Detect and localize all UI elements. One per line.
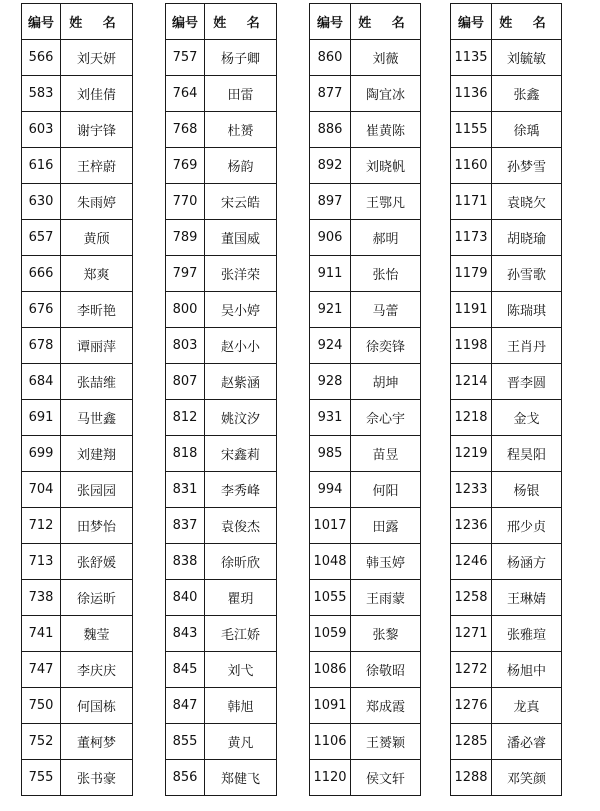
name-cell: 张舒媛 xyxy=(61,544,133,580)
name-cell: 杨旭中 xyxy=(492,652,562,688)
name-cell: 田雷 xyxy=(205,76,277,112)
name-cell: 李秀峰 xyxy=(205,472,277,508)
table-row xyxy=(22,472,133,508)
table-row xyxy=(166,112,277,148)
name-cell: 金戈 xyxy=(492,400,562,436)
name-cell: 张雅瑄 xyxy=(492,616,562,652)
table-row xyxy=(166,400,277,436)
table-row xyxy=(166,760,277,796)
table-row xyxy=(310,580,421,616)
name-cell: 刘天妍 xyxy=(61,40,133,76)
id-cell: 769 xyxy=(166,148,205,184)
name-cell: 李昕艳 xyxy=(61,292,133,328)
table-row xyxy=(310,328,421,364)
id-cell: 1091 xyxy=(310,688,351,724)
table-row xyxy=(166,364,277,400)
table-row xyxy=(451,724,562,760)
table-row xyxy=(166,436,277,472)
table-row xyxy=(22,688,133,724)
table-row xyxy=(22,616,133,652)
name-cell: 邢少贞 xyxy=(492,508,562,544)
id-cell: 1120 xyxy=(310,760,351,796)
table-row xyxy=(22,256,133,292)
table-row xyxy=(166,220,277,256)
name-cell: 崔黄陈 xyxy=(351,112,421,148)
name-cell: 徐奕锋 xyxy=(351,328,421,364)
id-cell: 1276 xyxy=(451,688,492,724)
name-cell: 黄凡 xyxy=(205,724,277,760)
column-header-id: 编号 xyxy=(310,4,351,40)
table-row xyxy=(22,760,133,796)
id-cell: 856 xyxy=(166,760,205,796)
name-cell: 郑成霞 xyxy=(351,688,421,724)
id-cell: 928 xyxy=(310,364,351,400)
table-row xyxy=(451,760,562,796)
id-cell: 1288 xyxy=(451,760,492,796)
table-row xyxy=(166,472,277,508)
name-cell: 郑爽 xyxy=(61,256,133,292)
table-row xyxy=(166,652,277,688)
id-cell: 837 xyxy=(166,508,205,544)
id-cell: 789 xyxy=(166,220,205,256)
name-cell: 李庆庆 xyxy=(61,652,133,688)
id-cell: 603 xyxy=(22,112,61,148)
id-cell: 1233 xyxy=(451,472,492,508)
name-cell: 姚汶汐 xyxy=(205,400,277,436)
id-cell: 676 xyxy=(22,292,61,328)
table-row xyxy=(310,652,421,688)
table-row xyxy=(166,508,277,544)
id-cell: 713 xyxy=(22,544,61,580)
column-header-id: 编号 xyxy=(166,4,205,40)
name-cell: 何国栋 xyxy=(61,688,133,724)
id-cell: 630 xyxy=(22,184,61,220)
id-cell: 855 xyxy=(166,724,205,760)
column-header-id: 编号 xyxy=(22,4,61,40)
name-cell: 刘晓帆 xyxy=(351,148,421,184)
name-cell: 赵紫涵 xyxy=(205,364,277,400)
name-cell: 何阳 xyxy=(351,472,421,508)
name-cell: 赵小小 xyxy=(205,328,277,364)
name-cell: 刘建翔 xyxy=(61,436,133,472)
table-row xyxy=(451,184,562,220)
table-row xyxy=(310,688,421,724)
name-cell: 张书豪 xyxy=(61,760,133,796)
name-cell: 王肖丹 xyxy=(492,328,562,364)
id-cell: 1086 xyxy=(310,652,351,688)
id-cell: 657 xyxy=(22,220,61,256)
name-cell: 潘必睿 xyxy=(492,724,562,760)
table-row xyxy=(451,580,562,616)
name-cell: 王琳婧 xyxy=(492,580,562,616)
id-cell: 831 xyxy=(166,472,205,508)
name-cell: 刘薇 xyxy=(351,40,421,76)
id-cell: 583 xyxy=(22,76,61,112)
id-cell: 807 xyxy=(166,364,205,400)
id-cell: 1059 xyxy=(310,616,351,652)
name-cell: 董柯梦 xyxy=(61,724,133,760)
table-row xyxy=(451,616,562,652)
name-cell: 杨银 xyxy=(492,472,562,508)
name-table-1 xyxy=(21,3,133,796)
id-cell: 845 xyxy=(166,652,205,688)
name-cell: 晋李圆 xyxy=(492,364,562,400)
table-row xyxy=(451,544,562,580)
table-row xyxy=(451,40,562,76)
table-row xyxy=(310,760,421,796)
name-cell: 谢宇锋 xyxy=(61,112,133,148)
id-cell: 1272 xyxy=(451,652,492,688)
table-row xyxy=(451,148,562,184)
table-row xyxy=(451,112,562,148)
name-cell: 杨韵 xyxy=(205,148,277,184)
id-cell: 818 xyxy=(166,436,205,472)
id-cell: 906 xyxy=(310,220,351,256)
id-cell: 860 xyxy=(310,40,351,76)
table-row xyxy=(451,220,562,256)
name-cell: 魏莹 xyxy=(61,616,133,652)
table-row xyxy=(22,508,133,544)
name-cell: 宋云皓 xyxy=(205,184,277,220)
table-row xyxy=(22,580,133,616)
table-row xyxy=(22,364,133,400)
name-cell: 孙梦雪 xyxy=(492,148,562,184)
id-cell: 1191 xyxy=(451,292,492,328)
table-row xyxy=(310,544,421,580)
name-cell: 郝明 xyxy=(351,220,421,256)
name-cell: 陶宜冰 xyxy=(351,76,421,112)
table-row xyxy=(166,724,277,760)
table-row xyxy=(310,220,421,256)
table-row xyxy=(310,184,421,220)
table-row xyxy=(310,40,421,76)
table-row xyxy=(166,616,277,652)
name-cell: 韩旭 xyxy=(205,688,277,724)
table-row xyxy=(166,544,277,580)
table-row xyxy=(310,724,421,760)
name-cell: 郑健飞 xyxy=(205,760,277,796)
name-cell: 侯文轩 xyxy=(351,760,421,796)
id-cell: 678 xyxy=(22,328,61,364)
column-header-name: 姓 名 xyxy=(351,4,421,40)
id-cell: 1246 xyxy=(451,544,492,580)
table-row xyxy=(451,364,562,400)
id-cell: 897 xyxy=(310,184,351,220)
id-cell: 877 xyxy=(310,76,351,112)
table-row xyxy=(451,508,562,544)
id-cell: 755 xyxy=(22,760,61,796)
name-cell: 马蕾 xyxy=(351,292,421,328)
name-table-3 xyxy=(309,3,421,796)
id-cell: 666 xyxy=(22,256,61,292)
name-cell: 孙雪歌 xyxy=(492,256,562,292)
name-cell: 袁晓欠 xyxy=(492,184,562,220)
name-cell: 刘弋 xyxy=(205,652,277,688)
name-cell: 董国威 xyxy=(205,220,277,256)
id-cell: 747 xyxy=(22,652,61,688)
name-table-4 xyxy=(450,3,562,796)
name-cell: 佘心宇 xyxy=(351,400,421,436)
id-cell: 712 xyxy=(22,508,61,544)
table-row xyxy=(451,76,562,112)
id-cell: 803 xyxy=(166,328,205,364)
table-row xyxy=(310,112,421,148)
table-row xyxy=(22,652,133,688)
table-row xyxy=(166,40,277,76)
table-row xyxy=(310,616,421,652)
table-row xyxy=(166,184,277,220)
name-cell: 刘毓敏 xyxy=(492,40,562,76)
table-row xyxy=(310,508,421,544)
table-header-row xyxy=(166,4,277,40)
name-cell: 袁俊杰 xyxy=(205,508,277,544)
id-cell: 757 xyxy=(166,40,205,76)
table-row xyxy=(22,724,133,760)
name-cell: 宋鑫莉 xyxy=(205,436,277,472)
table-row xyxy=(310,292,421,328)
id-cell: 1106 xyxy=(310,724,351,760)
table-row xyxy=(451,688,562,724)
id-cell: 1173 xyxy=(451,220,492,256)
name-cell: 龙真 xyxy=(492,688,562,724)
name-cell: 杜赟 xyxy=(205,112,277,148)
table-row xyxy=(310,436,421,472)
table-row xyxy=(310,256,421,292)
name-cell: 张黎 xyxy=(351,616,421,652)
id-cell: 704 xyxy=(22,472,61,508)
name-cell: 胡晓瑜 xyxy=(492,220,562,256)
name-cell: 邓笑颜 xyxy=(492,760,562,796)
id-cell: 566 xyxy=(22,40,61,76)
id-cell: 812 xyxy=(166,400,205,436)
table-row xyxy=(310,400,421,436)
id-cell: 1055 xyxy=(310,580,351,616)
name-cell: 田露 xyxy=(351,508,421,544)
id-cell: 1236 xyxy=(451,508,492,544)
table-header-row xyxy=(22,4,133,40)
id-cell: 892 xyxy=(310,148,351,184)
name-cell: 瞿玥 xyxy=(205,580,277,616)
table-row xyxy=(22,544,133,580)
id-cell: 752 xyxy=(22,724,61,760)
id-cell: 764 xyxy=(166,76,205,112)
id-cell: 1214 xyxy=(451,364,492,400)
id-cell: 1219 xyxy=(451,436,492,472)
table-row xyxy=(22,40,133,76)
id-cell: 1218 xyxy=(451,400,492,436)
table-row xyxy=(166,580,277,616)
name-cell: 张怡 xyxy=(351,256,421,292)
name-cell: 胡坤 xyxy=(351,364,421,400)
id-cell: 691 xyxy=(22,400,61,436)
table-row xyxy=(451,652,562,688)
table-row xyxy=(451,328,562,364)
table-row xyxy=(22,76,133,112)
id-cell: 985 xyxy=(310,436,351,472)
table-row xyxy=(310,472,421,508)
id-cell: 847 xyxy=(166,688,205,724)
name-cell: 王鄂凡 xyxy=(351,184,421,220)
name-cell: 韩玉婷 xyxy=(351,544,421,580)
column-header-name: 姓 名 xyxy=(61,4,133,40)
table-row xyxy=(22,436,133,472)
id-cell: 924 xyxy=(310,328,351,364)
id-cell: 750 xyxy=(22,688,61,724)
id-cell: 741 xyxy=(22,616,61,652)
table-row xyxy=(22,292,133,328)
column-header-name: 姓 名 xyxy=(492,4,562,40)
table-row xyxy=(22,184,133,220)
table-row xyxy=(166,148,277,184)
id-cell: 1171 xyxy=(451,184,492,220)
id-cell: 738 xyxy=(22,580,61,616)
id-cell: 1017 xyxy=(310,508,351,544)
name-cell: 王赟颖 xyxy=(351,724,421,760)
table-row xyxy=(166,292,277,328)
name-cell: 毛江娇 xyxy=(205,616,277,652)
id-cell: 699 xyxy=(22,436,61,472)
id-cell: 1136 xyxy=(451,76,492,112)
id-cell: 931 xyxy=(310,400,351,436)
name-cell: 徐瑀 xyxy=(492,112,562,148)
table-row xyxy=(310,76,421,112)
name-table-2 xyxy=(165,3,277,796)
table-row xyxy=(451,472,562,508)
id-cell: 768 xyxy=(166,112,205,148)
id-cell: 1048 xyxy=(310,544,351,580)
id-cell: 1155 xyxy=(451,112,492,148)
table-row xyxy=(451,400,562,436)
column-header-id: 编号 xyxy=(451,4,492,40)
table-row xyxy=(310,364,421,400)
name-cell: 王梓蔚 xyxy=(61,148,133,184)
name-cell: 吴小婷 xyxy=(205,292,277,328)
id-cell: 1285 xyxy=(451,724,492,760)
column-header-name: 姓 名 xyxy=(205,4,277,40)
name-cell: 杨涵方 xyxy=(492,544,562,580)
id-cell: 770 xyxy=(166,184,205,220)
name-cell: 黄颀 xyxy=(61,220,133,256)
name-cell: 徐昕欣 xyxy=(205,544,277,580)
name-cell: 程昊阳 xyxy=(492,436,562,472)
table-row xyxy=(22,148,133,184)
name-cell: 朱雨婷 xyxy=(61,184,133,220)
id-cell: 1258 xyxy=(451,580,492,616)
table-row xyxy=(451,292,562,328)
table-row xyxy=(166,328,277,364)
name-cell: 刘佳倩 xyxy=(61,76,133,112)
id-cell: 1271 xyxy=(451,616,492,652)
name-cell: 张鑫 xyxy=(492,76,562,112)
name-cell: 张园园 xyxy=(61,472,133,508)
table-row xyxy=(451,256,562,292)
id-cell: 911 xyxy=(310,256,351,292)
name-cell: 马世鑫 xyxy=(61,400,133,436)
table-row xyxy=(166,688,277,724)
name-cell: 田梦怡 xyxy=(61,508,133,544)
name-cell: 陈瑞琪 xyxy=(492,292,562,328)
table-row xyxy=(22,220,133,256)
table-row xyxy=(310,148,421,184)
id-cell: 994 xyxy=(310,472,351,508)
id-cell: 1179 xyxy=(451,256,492,292)
name-cell: 王雨蒙 xyxy=(351,580,421,616)
id-cell: 886 xyxy=(310,112,351,148)
table-row xyxy=(22,112,133,148)
name-cell: 张喆维 xyxy=(61,364,133,400)
id-cell: 843 xyxy=(166,616,205,652)
id-cell: 616 xyxy=(22,148,61,184)
name-cell: 徐运昕 xyxy=(61,580,133,616)
id-cell: 797 xyxy=(166,256,205,292)
table-row xyxy=(166,76,277,112)
table-row xyxy=(22,400,133,436)
id-cell: 800 xyxy=(166,292,205,328)
id-cell: 1160 xyxy=(451,148,492,184)
name-cell: 杨子卿 xyxy=(205,40,277,76)
id-cell: 921 xyxy=(310,292,351,328)
name-cell: 徐敬昭 xyxy=(351,652,421,688)
table-header-row xyxy=(310,4,421,40)
id-cell: 1198 xyxy=(451,328,492,364)
name-cell: 张洋荣 xyxy=(205,256,277,292)
id-cell: 840 xyxy=(166,580,205,616)
name-cell: 谭丽萍 xyxy=(61,328,133,364)
id-cell: 838 xyxy=(166,544,205,580)
table-header-row xyxy=(451,4,562,40)
table-row xyxy=(22,328,133,364)
table-row xyxy=(166,256,277,292)
id-cell: 684 xyxy=(22,364,61,400)
name-cell: 苗昱 xyxy=(351,436,421,472)
table-row xyxy=(451,436,562,472)
id-cell: 1135 xyxy=(451,40,492,76)
